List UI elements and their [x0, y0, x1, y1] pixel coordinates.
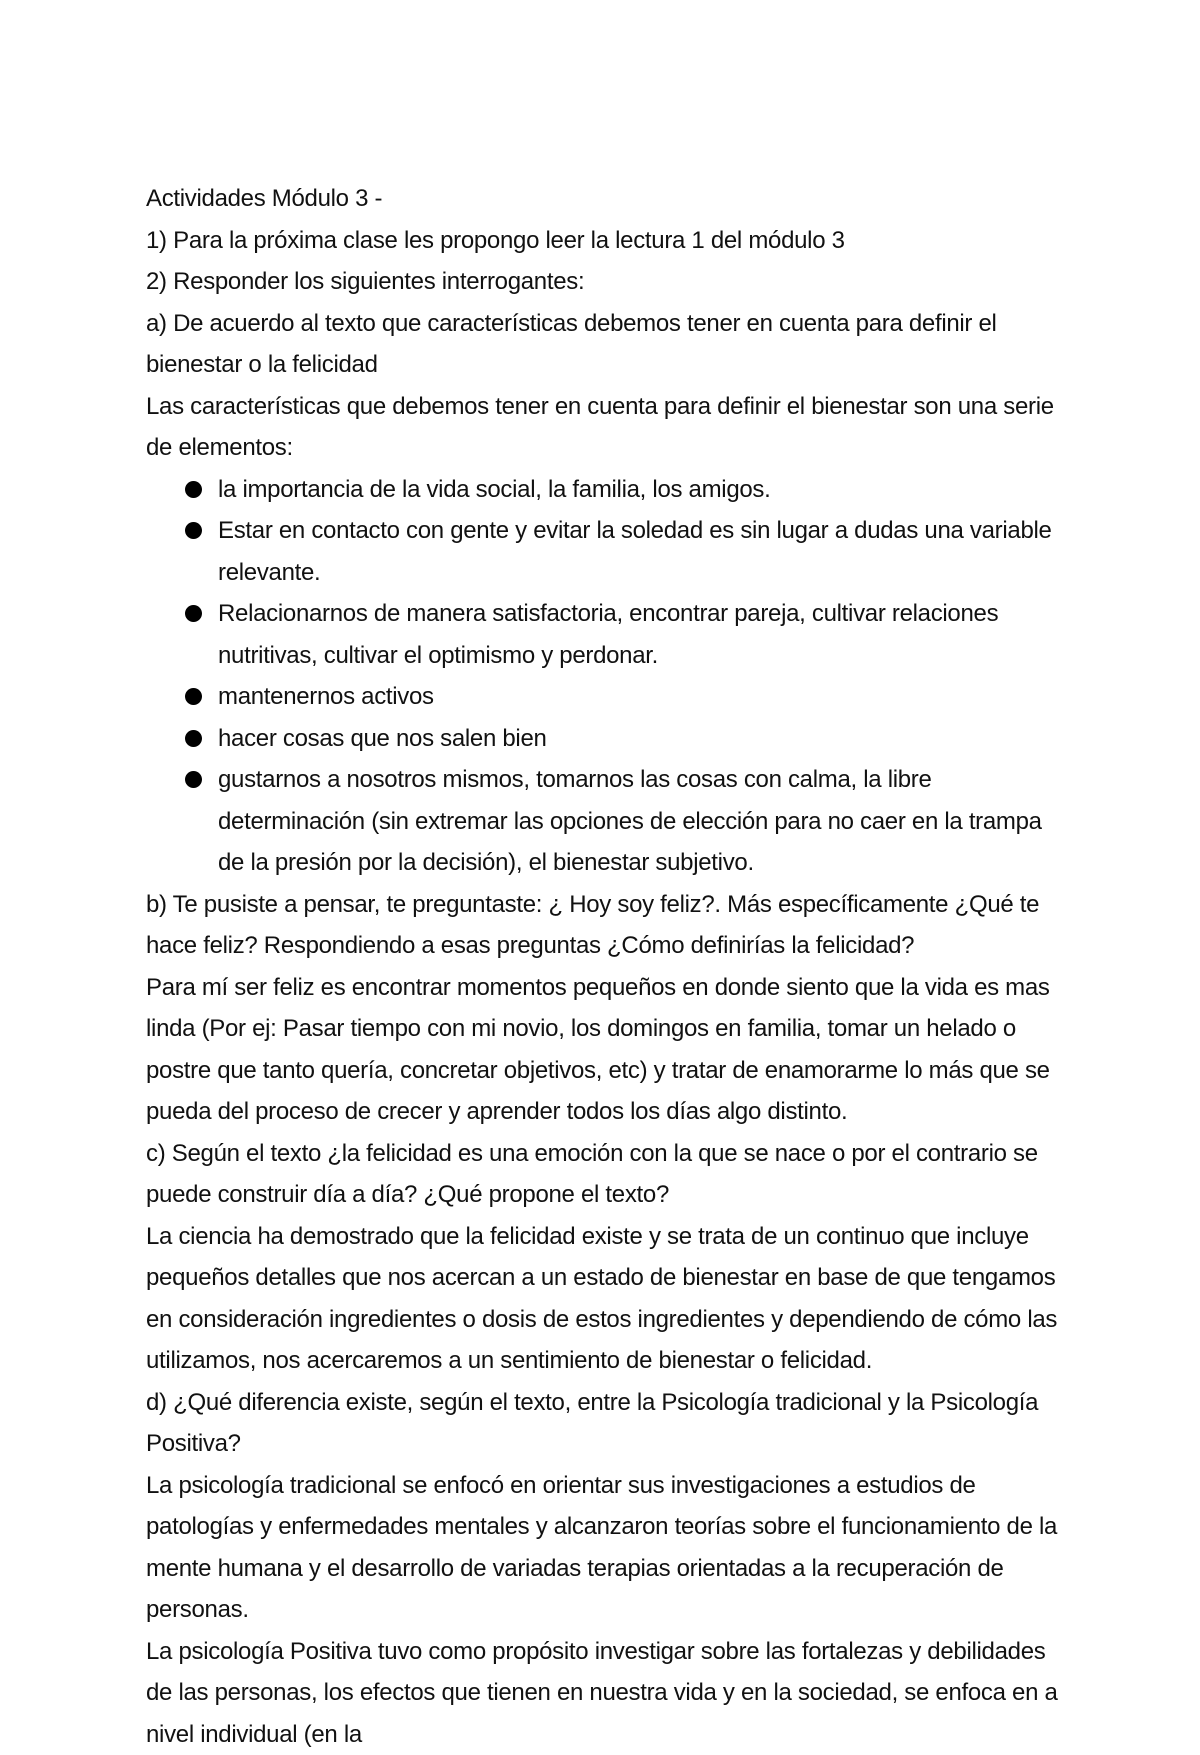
question-a: a) De acuerdo al texto que características debemos tener en cuenta para definir el bienestar o la felicidad [146, 303, 1066, 386]
list-item [146, 676, 1066, 718]
answer-d-traditional: La psicología tradicional se enfocó en orientar sus investigaciones a estudios de patologías y enfermedades mentales y alcanzaron teorías sobre el funcionamiento de la mente humana y el desarrollo de variadas terapias orientadas a la recuperación de personas. [146, 1465, 1066, 1631]
activity-item-2: 2) Responder los siguientes interrogantes: [146, 261, 1066, 303]
list-item-text: gustarnos a nosotros mismos, tomarnos las cosas con calma, la libre determinación (sin extremar las opciones de elección para no caer en la trampa de la presión por la decisión), el bienestar subjetivo. [218, 766, 1042, 876]
list-item [146, 593, 1066, 676]
list-item [146, 759, 1066, 884]
answer-d-positive: La psicología Positiva tuvo como propósito investigar sobre las fortalezas y debilidades de las personas, los efectos que tienen en nuestra vida y en la sociedad, se enfoca en a nivel individual (en la [146, 1631, 1066, 1755]
bullet-icon [185, 771, 202, 788]
bullet-icon [185, 688, 202, 705]
document-page [146, 178, 1066, 1755]
list-item-text: la importancia de la vida social, la familia, los amigos. [218, 476, 771, 503]
list-item-text: Estar en contacto con gente y evitar la soledad es sin lugar a dudas una variable relevante. [218, 517, 1052, 586]
list-item-text: Relacionarnos de manera satisfactoria, encontrar pareja, cultivar relaciones nutritivas, cultivar el optimismo y perdonar. [218, 600, 998, 669]
answer-c: La ciencia ha demostrado que la felicidad existe y se trata de un continuo que incluye pequeños detalles que nos acercan a un estado de bienestar en base de que tengamos en consideración ingredientes o dosis de estos ingredientes y dependiendo de cómo las utilizamos, nos acercaremos a un sentimiento de bienestar o felicidad. [146, 1216, 1066, 1382]
list-item [146, 469, 1066, 511]
question-c: c) Según el texto ¿la felicidad es una emoción con la que se nace o por el contrario se puede construir día a día? ¿Qué propone el texto? [146, 1133, 1066, 1216]
question-b: b) Te pusiste a pensar, te preguntaste: ¿ Hoy soy feliz?. Más específicamente ¿Qué te hace feliz? Respondiendo a esas preguntas ¿Cómo definirías la felicidad? [146, 884, 1066, 967]
list-item [146, 510, 1066, 593]
bullet-icon [185, 481, 202, 498]
document-title: Actividades Módulo 3 - [146, 178, 1066, 220]
activity-item-1: 1) Para la próxima clase les propongo leer la lectura 1 del módulo 3 [146, 220, 1066, 262]
list-item-text: hacer cosas que nos salen bien [218, 725, 547, 752]
list-item-text: mantenernos activos [218, 683, 434, 710]
list-item [146, 718, 1066, 760]
bullet-icon [185, 730, 202, 747]
answer-a-intro: Las características que debemos tener en cuenta para definir el bienestar son una serie de elementos: [146, 386, 1066, 469]
answer-a-bullet-list [146, 469, 1066, 884]
answer-b: Para mí ser feliz es encontrar momentos pequeños en donde siento que la vida es mas linda (Por ej: Pasar tiempo con mi novio, los domingos en familia, tomar un helado o postre que tanto quería, concretar objetivos, etc) y tratar de enamorarme lo más que se pueda del proceso de crecer y aprender todos los días algo distinto. [146, 967, 1066, 1133]
bullet-icon [185, 605, 202, 622]
bullet-icon [185, 522, 202, 539]
question-d: d) ¿Qué diferencia existe, según el texto, entre la Psicología tradicional y la Psicología Positiva? [146, 1382, 1066, 1465]
